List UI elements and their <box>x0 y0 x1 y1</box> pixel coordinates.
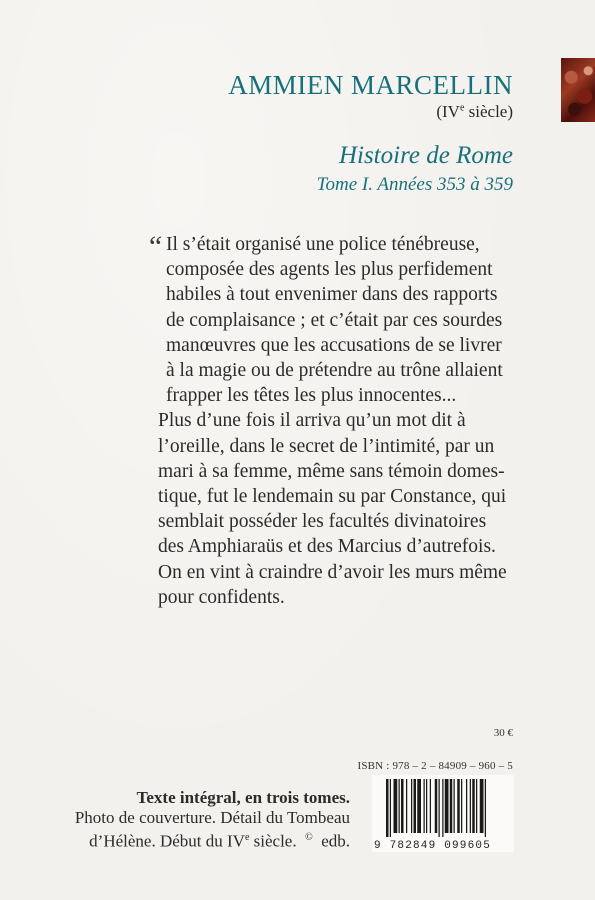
quote-line: manœuvres que les accusations de se livrer <box>166 334 502 356</box>
barcode-bar <box>411 779 412 833</box>
barcode-bar <box>401 779 404 833</box>
edition-note-text: d’Hélène. Début du IV <box>89 831 245 851</box>
quote-block <box>146 230 513 610</box>
barcode-bar <box>461 779 462 833</box>
quote-line: Il s’était organisé une police ténébreuse, <box>166 234 480 255</box>
isbn-label: ISBN : 978 – 2 – 84909 – 960 – 5 <box>357 760 513 772</box>
barcode-bar <box>390 779 391 837</box>
edition-note-text: siècle. <box>249 831 297 851</box>
barcode-bar <box>399 779 400 833</box>
quote-line: composée des agents les plus perfidement <box>166 259 493 281</box>
edition-note-line: Photo de couverture. Détail du Tombeau <box>74 808 350 827</box>
open-quote-mark: “ <box>146 230 163 263</box>
quote-line: tique, fut le lendemain su par Constance, qui <box>158 486 507 508</box>
barcode-bar <box>472 779 475 833</box>
cover-photo-detail <box>561 58 595 122</box>
quote-line: semblait posséder les facultés divinatoires <box>158 511 487 533</box>
barcode-bar <box>406 779 407 833</box>
century-prefix: (IV <box>436 102 460 121</box>
quote-line: à la magie ou de prétendre au trône allaient <box>166 360 503 382</box>
price-label: 30 € <box>493 727 513 739</box>
barcode-bar <box>424 779 425 833</box>
barcode-bar <box>454 779 455 833</box>
barcode-bar <box>470 779 471 833</box>
quote-line: l’oreille, dans le secret de l’intimité, par un <box>158 435 495 457</box>
barcode-digits: 9 782849 099605 <box>374 840 492 852</box>
quote-paragraph-2 <box>158 408 513 610</box>
barcode <box>372 775 514 852</box>
edition-note-sup: e <box>244 832 250 843</box>
barcode-bar <box>485 779 486 837</box>
barcode-bar <box>442 779 443 837</box>
barcode-bar <box>394 779 398 833</box>
barcode-bars <box>386 779 512 837</box>
barcode-bar <box>445 779 449 833</box>
century-note <box>436 102 513 122</box>
edition-note-line <box>75 828 350 852</box>
book-title: Histoire de Rome <box>338 142 513 169</box>
edition-note-bold: Texte intégral, en trois tomes. <box>136 788 350 807</box>
barcode-bar <box>430 779 431 833</box>
barcode-bar <box>426 779 427 833</box>
barcode-bar <box>439 779 440 837</box>
century-suffix: siècle) <box>464 102 513 121</box>
barcode-bar <box>466 779 467 833</box>
copyright-symbol: © <box>305 832 313 843</box>
quote-line: mari à sa femme, même sans témoin domes- <box>158 460 505 482</box>
quote-line: pour confidents. <box>158 586 285 608</box>
century-sup: e <box>459 102 465 114</box>
barcode-bar <box>480 779 484 833</box>
quote-line: de complaisance ; et c’était par ces sourdes <box>166 309 503 331</box>
barcode-bar <box>386 779 389 837</box>
barcode-bar <box>417 779 421 833</box>
quote-line: habiles à tout envenimer dans des rapports <box>166 284 498 306</box>
quote-line: des Amphiaraüs et des Marcius d’autrefois. <box>158 536 496 558</box>
author-name: AMMIEN MARCELLIN <box>228 70 513 100</box>
quote-line: Plus d’une fois il arriva qu’un mot dit à <box>158 410 466 432</box>
barcode-bar <box>457 779 460 833</box>
quote-line: On en vint à craindre d’avoir les murs même <box>158 561 507 583</box>
edition-note <box>75 788 350 852</box>
barcode-bar <box>476 779 477 833</box>
barcode-bar <box>414 779 417 833</box>
quote-paragraph-1 <box>158 232 513 408</box>
quote-line: frapper les têtes les plus innocentes... <box>166 385 457 407</box>
tome-subtitle: Tome I. Années 353 à 359 <box>316 174 513 195</box>
barcode-bar <box>450 779 453 833</box>
barcode-bar <box>435 779 438 833</box>
publisher-name: edb. <box>321 831 350 851</box>
